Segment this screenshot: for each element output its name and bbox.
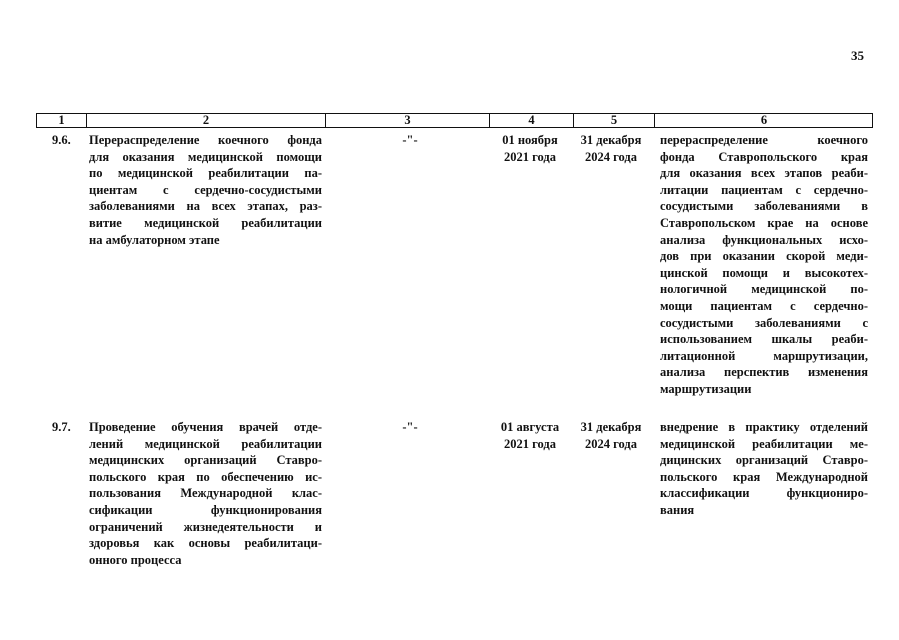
result-line: анализа функциональных исхо- (660, 232, 868, 247)
result-line: для оказания всех этапов реаби- (660, 166, 868, 181)
result-line: литации пациентам с сердечно- (660, 182, 868, 197)
result-line: цинской помощи и высокотех- (660, 265, 868, 280)
column-number-3: 3 (325, 114, 489, 127)
row-number: 9.6. (52, 133, 71, 147)
result-line: перераспределение коечного (660, 133, 868, 147)
column-number-4: 4 (489, 114, 573, 127)
column-number-6: 6 (654, 114, 873, 127)
description-line: онного процесса (89, 552, 182, 567)
column-number-1: 1 (58, 113, 65, 127)
end-date-line: 31 декабря (580, 420, 642, 434)
end-date-line: 2024 года (585, 436, 637, 451)
result-line: сосудистыми заболеваниями с (660, 315, 868, 330)
description-line: здоровья как основы реабилитаци- (89, 536, 322, 551)
description-line: заболеваниями на всех этапах, раз- (89, 199, 322, 214)
row-description (89, 132, 322, 248)
result-line: нологичной медицинской по- (660, 282, 868, 297)
result-line: медицинской реабилитации ме- (660, 436, 868, 451)
row-number: 9.7. (52, 420, 71, 434)
row-result (660, 132, 868, 398)
row-description (89, 419, 322, 568)
row-responsible: -"- (402, 420, 418, 434)
row-start-date (491, 132, 569, 165)
description-line: медицинских организаций Ставро- (89, 453, 322, 468)
row-start-date (491, 419, 569, 452)
description-line: на амбулаторном этапе (89, 232, 220, 247)
description-line: сификации функционирования (89, 502, 322, 517)
description-line: Перераспределение коечного фонда (89, 133, 322, 147)
row-end-date (572, 419, 650, 452)
row-result (660, 419, 868, 519)
table-header-row (36, 113, 873, 128)
start-date-line: 01 августа (500, 420, 560, 434)
result-line: использованием шкалы реаби- (660, 332, 868, 347)
start-date-line: 01 ноября (502, 133, 558, 147)
start-date-line: 2021 года (504, 149, 556, 164)
result-line: дицинских организаций Ставро- (660, 453, 868, 468)
column-number-2: 2 (86, 114, 325, 127)
end-date-line: 31 декабря (580, 133, 642, 147)
start-date-line: 2021 года (504, 436, 556, 451)
result-line: дов при оказании скорой меди- (660, 249, 868, 264)
description-line: по медицинской реабилитации па- (89, 166, 322, 181)
row-end-date (572, 132, 650, 165)
result-line: фонда Ставропольского края (660, 149, 868, 164)
description-line: Проведение обучения врачей отде- (89, 420, 322, 434)
row-responsible: -"- (402, 133, 418, 147)
result-line: внедрение в практику отделений (660, 420, 868, 434)
result-line: сосудистыми заболеваниями в (660, 199, 868, 214)
description-line: польского края по обеспечению ис- (89, 469, 322, 484)
column-number-5: 5 (573, 114, 654, 127)
result-line: вания (660, 502, 695, 517)
description-line: пользования Международной клас- (89, 486, 322, 501)
page-number: 35 (851, 48, 864, 63)
result-line: Ставропольском крае на основе (660, 215, 868, 230)
result-line: литационной маршрутизации, (660, 348, 868, 363)
description-line: витие медицинской реабилитации (89, 215, 322, 230)
result-line: мощи пациентам с сердечно- (660, 298, 868, 313)
result-line: маршрутизации (660, 381, 752, 396)
description-line: циентам с сердечно-сосудистыми (89, 182, 322, 197)
description-line: для оказания медицинской помощи (89, 149, 322, 164)
result-line: польского края Международной (660, 469, 868, 484)
result-line: классификации функциониро- (660, 486, 868, 501)
end-date-line: 2024 года (585, 149, 637, 164)
description-line: ограничений жизнедеятельности и (89, 519, 322, 534)
result-line: анализа перспектив изменения (660, 365, 868, 380)
description-line: лений медицинской реабилитации (89, 436, 322, 451)
